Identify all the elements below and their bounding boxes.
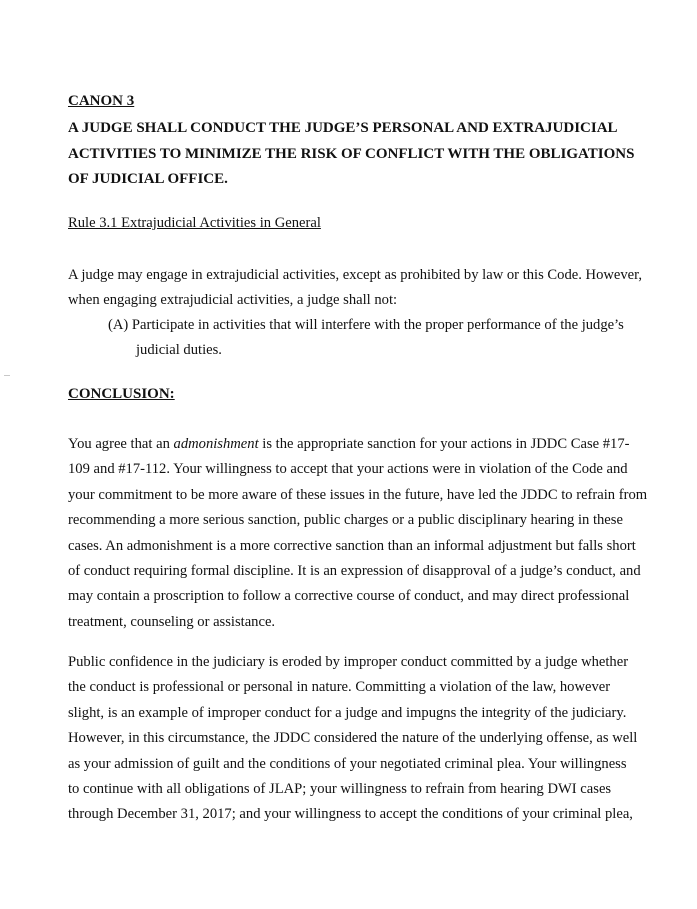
conclusion-paragraph-2 xyxy=(68,650,638,828)
text-run: You agree that an xyxy=(68,436,174,452)
paragraph-line: through December 31, 2017; and your willingness to accept the conditions of your criminal plea, xyxy=(68,806,633,823)
conclusion-paragraph-1 xyxy=(68,432,648,635)
canon-title: CANON 3 xyxy=(68,93,135,109)
paragraph-line: treatment, counseling or assistance. xyxy=(68,613,276,630)
paragraph-line: However, in this circumstance, the JDDC considered the nature of the underlying offense, as well xyxy=(68,730,638,747)
paragraph-line: of conduct requiring formal discipline. It is an expression of disapproval of a judge’s conduct, and xyxy=(68,563,641,580)
paragraph-line: the conduct is professional or personal in nature. Committing a violation of the law, however xyxy=(68,679,611,696)
rule-title: Rule 3.1 Extrajudicial Activities in General xyxy=(68,215,321,231)
paragraph-line: to continue with all obligations of JLAP; your willingness to refrain from hearing DWI cases xyxy=(68,781,612,798)
heading-line: A JUDGE SHALL CONDUCT THE JUDGE’S PERSONAL AND EXTRAJUDICIAL xyxy=(68,120,618,136)
text-run: is the appropriate sanction for your actions in JDDC Case #17- xyxy=(258,436,630,452)
paragraph-line: cases. An admonishment is a more corrective sanction than an informal adjustment but falls short xyxy=(68,537,636,554)
rule-item-line: (A) Participate in activities that will interfere with the proper performance of the judge’s xyxy=(108,317,624,333)
rule-item-a xyxy=(108,313,624,364)
canon-heading xyxy=(68,116,635,193)
conclusion-heading: CONCLUSION: xyxy=(68,386,175,402)
paragraph-line: Public confidence in the judiciary is eroded by improper conduct committed by a judge whether xyxy=(68,654,629,670)
rule-text-line: A judge may engage in extrajudicial activities, except as prohibited by law or this Code. However, xyxy=(68,267,643,283)
paragraph-line: recommending a more serious sanction, public charges or a public disciplinary hearing in these xyxy=(68,512,623,529)
rule-item-line: judicial duties. xyxy=(136,342,222,359)
heading-line: OF JUDICIAL OFFICE. xyxy=(68,171,228,187)
paragraph-line: may contain a proscription to follow a corrective course of conduct, and may direct professional xyxy=(68,588,630,605)
paragraph-line: your commitment to be more aware of these issues in the future, have led the JDDC to refrain from xyxy=(68,486,648,503)
emphasis-admonishment: admonishment xyxy=(173,436,259,452)
paragraph-line xyxy=(68,432,630,457)
scan-mark xyxy=(4,375,10,376)
heading-line: ACTIVITIES TO MINIMIZE THE RISK OF CONFLICT WITH THE OBLIGATIONS xyxy=(68,145,635,162)
rule-text xyxy=(68,263,643,314)
paragraph-line: 109 and #17-112. Your willingness to accept that your actions were in violation of the Code and xyxy=(68,461,628,478)
paragraph-line: as your admission of guilt and the conditions of your negotiated criminal plea. Your willingness xyxy=(68,755,627,772)
paragraph-line: slight, is an example of improper conduct for a judge and impugns the integrity of the judiciary. xyxy=(68,704,627,721)
rule-text-line: when engaging extrajudicial activities, a judge shall not: xyxy=(68,292,398,309)
